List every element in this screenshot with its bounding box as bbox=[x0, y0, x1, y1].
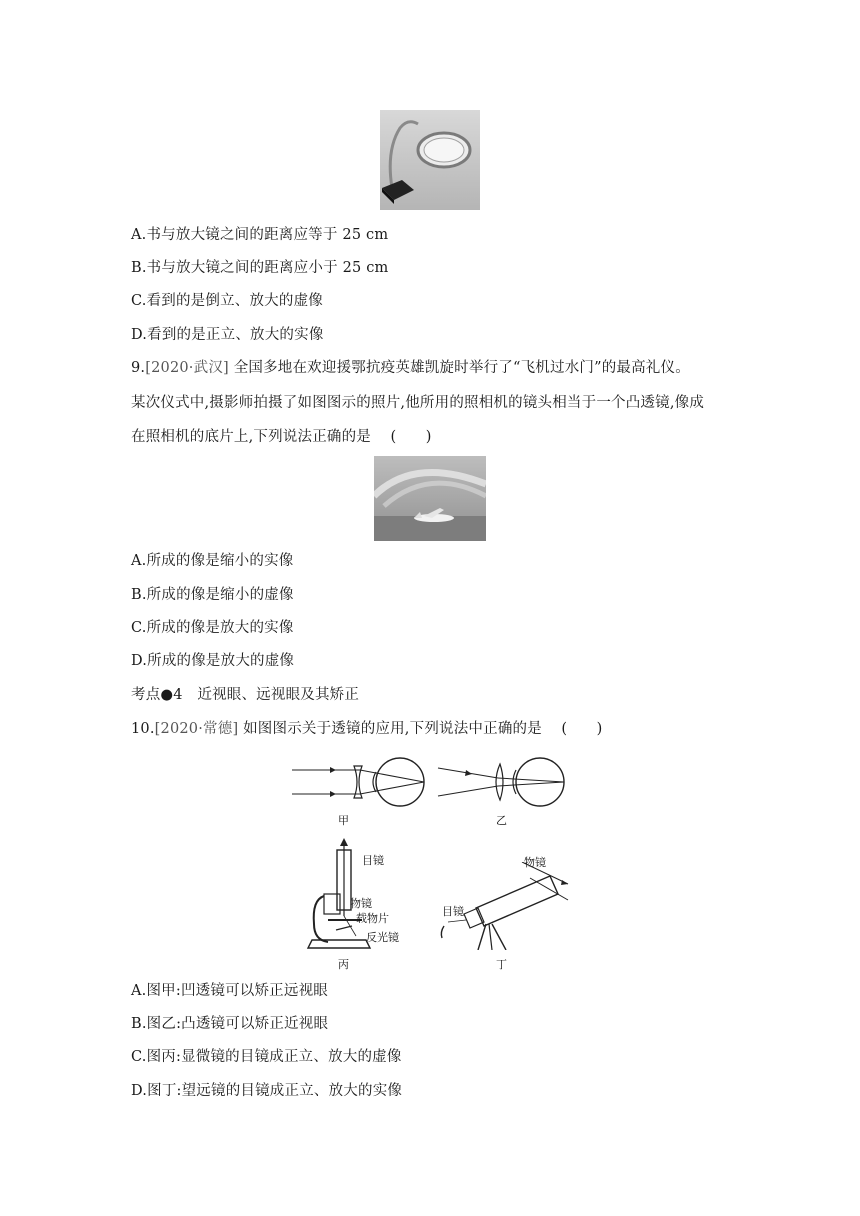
figure-jia-eye-concave-lens bbox=[290, 752, 430, 812]
water-salute-photo bbox=[374, 456, 486, 541]
q9-stem-line3: 在照相机的底片上,下列说法正确的是 ( ) bbox=[131, 429, 432, 445]
label-mirror: 反光镜 bbox=[366, 931, 399, 944]
label-yi: 乙 bbox=[496, 814, 507, 827]
label-jia: 甲 bbox=[338, 814, 349, 827]
q9-source-tag: [2020·武汉] bbox=[145, 360, 229, 376]
label-slide: 载物片 bbox=[356, 912, 389, 925]
magnifier-photo bbox=[380, 110, 480, 210]
q10-number: 10. bbox=[131, 721, 155, 737]
q9-stem-line1 bbox=[131, 358, 690, 378]
q10-option-a: A.图甲:凹透镜可以矫正远视眼 bbox=[131, 983, 328, 999]
q10-stem-text: 如图图示关于透镜的应用,下列说法中正确的是 ( ) bbox=[243, 721, 603, 737]
label-objective-micro: 物镜 bbox=[350, 897, 372, 910]
q10-option-d: D.图丁:望远镜的目镜成正立、放大的实像 bbox=[131, 1083, 403, 1099]
label-ding: 丁 bbox=[496, 958, 507, 971]
q9-option-a: A.所成的像是缩小的实像 bbox=[131, 553, 294, 569]
q9-option-b: B.所成的像是缩小的虚像 bbox=[131, 587, 294, 603]
q9-number: 9. bbox=[131, 360, 146, 376]
label-bing: 丙 bbox=[338, 958, 349, 971]
q10-option-c: C.图丙:显微镜的目镜成正立、放大的虚像 bbox=[131, 1049, 402, 1065]
q10-option-b: B.图乙:凸透镜可以矫正近视眼 bbox=[131, 1016, 329, 1032]
q8-option-d: D.看到的是正立、放大的实像 bbox=[131, 327, 324, 343]
label-eyepiece-tele: 目镜 bbox=[442, 905, 464, 918]
q8-option-c: C.看到的是倒立、放大的虚像 bbox=[131, 293, 323, 309]
q9-stem-line2: 某次仪式中,摄影师拍摄了如图图示的照片,他所用的照相机的镜头相当于一个凸透镜,像成 bbox=[131, 395, 705, 411]
section-title: 考点●4 近视眼、远视眼及其矫正 bbox=[131, 687, 360, 703]
q9-option-c: C.所成的像是放大的实像 bbox=[131, 620, 294, 636]
label-eyepiece-micro: 目镜 bbox=[362, 854, 384, 867]
q10-stem bbox=[131, 719, 603, 739]
q10-source-tag: [2020·常德] bbox=[154, 721, 239, 737]
q9-stem-text1: 全国多地在欢迎援鄂抗疫英雄凯旋时举行了“飞机过水门”的最高礼仪。 bbox=[233, 360, 690, 376]
q8-option-a: A.书与放大镜之间的距离应等于 25 cm bbox=[131, 227, 389, 243]
label-objective-tele: 物镜 bbox=[524, 856, 546, 869]
q8-option-b: B.书与放大镜之间的距离应小于 25 cm bbox=[131, 260, 389, 276]
q9-option-d: D.所成的像是放大的虚像 bbox=[131, 653, 295, 669]
figure-yi-eye-convex-lens bbox=[436, 752, 570, 812]
